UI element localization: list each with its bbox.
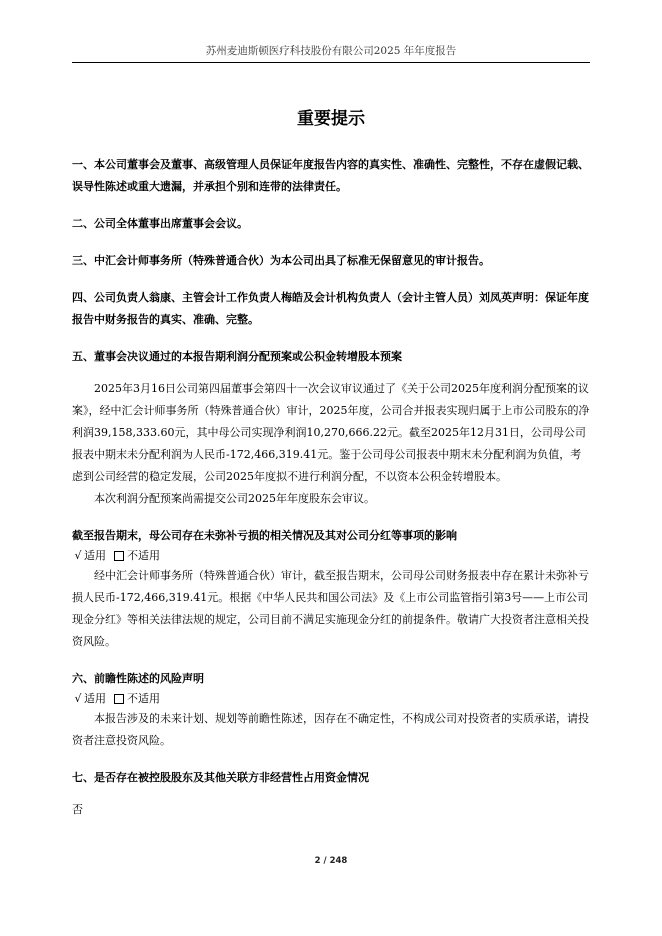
- page-title: 重要提示: [297, 109, 365, 129]
- deficit-applicability: [72, 547, 592, 565]
- not-applicable-label: 不适用: [127, 692, 160, 705]
- check-mark-icon: √: [74, 692, 82, 705]
- item-6-heading: 六、前瞻性陈述的风险声明: [72, 672, 204, 685]
- item-5-paragraph: 2025年3月16日公司第四届董事会第四十一次会议审议通过了《关于公司2025年度利润分配预案的议案》，经中汇会计师事务所（特殊普通合伙）审计，2025年度，公司合并报表实现归属于上市公司股东的净利润39,158,333.60元，其中母公司实现净利润10,270,666.22元。截至2025年12月31日，公司母公司报表中期末未分配利润为人民币-172,466,319.41元。鉴于公司母公司报表中期末未分配利润为负值，考虑到公司经营的稳定发展，公司2025年度拟不进行利润分配，不以资本公积金转增股本。: [72, 382, 590, 483]
- checkbox-empty-icon: [114, 694, 124, 704]
- applicable-label: 适用: [84, 549, 106, 562]
- checkbox-empty-icon: [114, 551, 124, 561]
- check-mark-icon: √: [74, 549, 82, 562]
- main-content: [72, 154, 592, 821]
- page-number: 2 / 248: [314, 856, 348, 866]
- deficit-heading: 截至报告期末，母公司存在未弥补亏损的相关情况及其对公司分红等事项的影响: [72, 529, 457, 542]
- item-7-heading: 七、是否存在被控股股东及其他关联方非经营性占用资金情况: [72, 771, 369, 784]
- applicable-label: 适用: [84, 692, 106, 705]
- item-5-note: 本次利润分配预案尚需提交公司2025年年度股东会审议。: [94, 492, 375, 505]
- item-4: 四、公司负责人翁康、主管会计工作负责人梅皓及会计机构负责人（会计主管人员）刘凤英声明：保证年度报告中财务报告的真实、准确、完整。: [72, 291, 589, 326]
- item-6-paragraph: 本报告涉及的未来计划、规划等前瞻性陈述，因存在不确定性，不构成公司对投资者的实质承诺，请投资者注意投资风险。: [72, 712, 589, 747]
- item-7-answer: 否: [72, 803, 83, 816]
- item-1: 一、本公司董事会及董事、高级管理人员保证年度报告内容的真实性、准确性、完整性，不存在虚假记载、误导性陈述或重大遗漏，并承担个别和连带的法律责任。: [72, 158, 589, 193]
- header-rule: [72, 62, 590, 63]
- item-2: 二、公司全体董事出席董事会会议。: [72, 217, 248, 230]
- item-6-applicability: [72, 690, 592, 708]
- not-applicable-label: 不适用: [127, 549, 160, 562]
- deficit-paragraph: 经中汇会计师事务所（特殊普通合伙）审计，截至报告期末，公司母公司财务报表中存在累计未弥补亏损人民币-172,466,319.41元。根据《中华人民共和国公司法》及《上市公司监管指引第3号——上市公司现金分红》等相关法律法规的规定，公司目前不满足实施现金分红的前提条件。敬请广大投资者注意相关投资风险。: [72, 569, 589, 648]
- running-header: 苏州麦迪斯顿医疗科技股份有限公司2025 年年度报告: [205, 45, 457, 57]
- item-5-heading: 五、董事会决议通过的本报告期利润分配预案或公积金转增股本预案: [72, 350, 402, 363]
- item-3: 三、中汇会计师事务所（特殊普通合伙）为本公司出具了标准无保留意见的审计报告。: [72, 254, 490, 267]
